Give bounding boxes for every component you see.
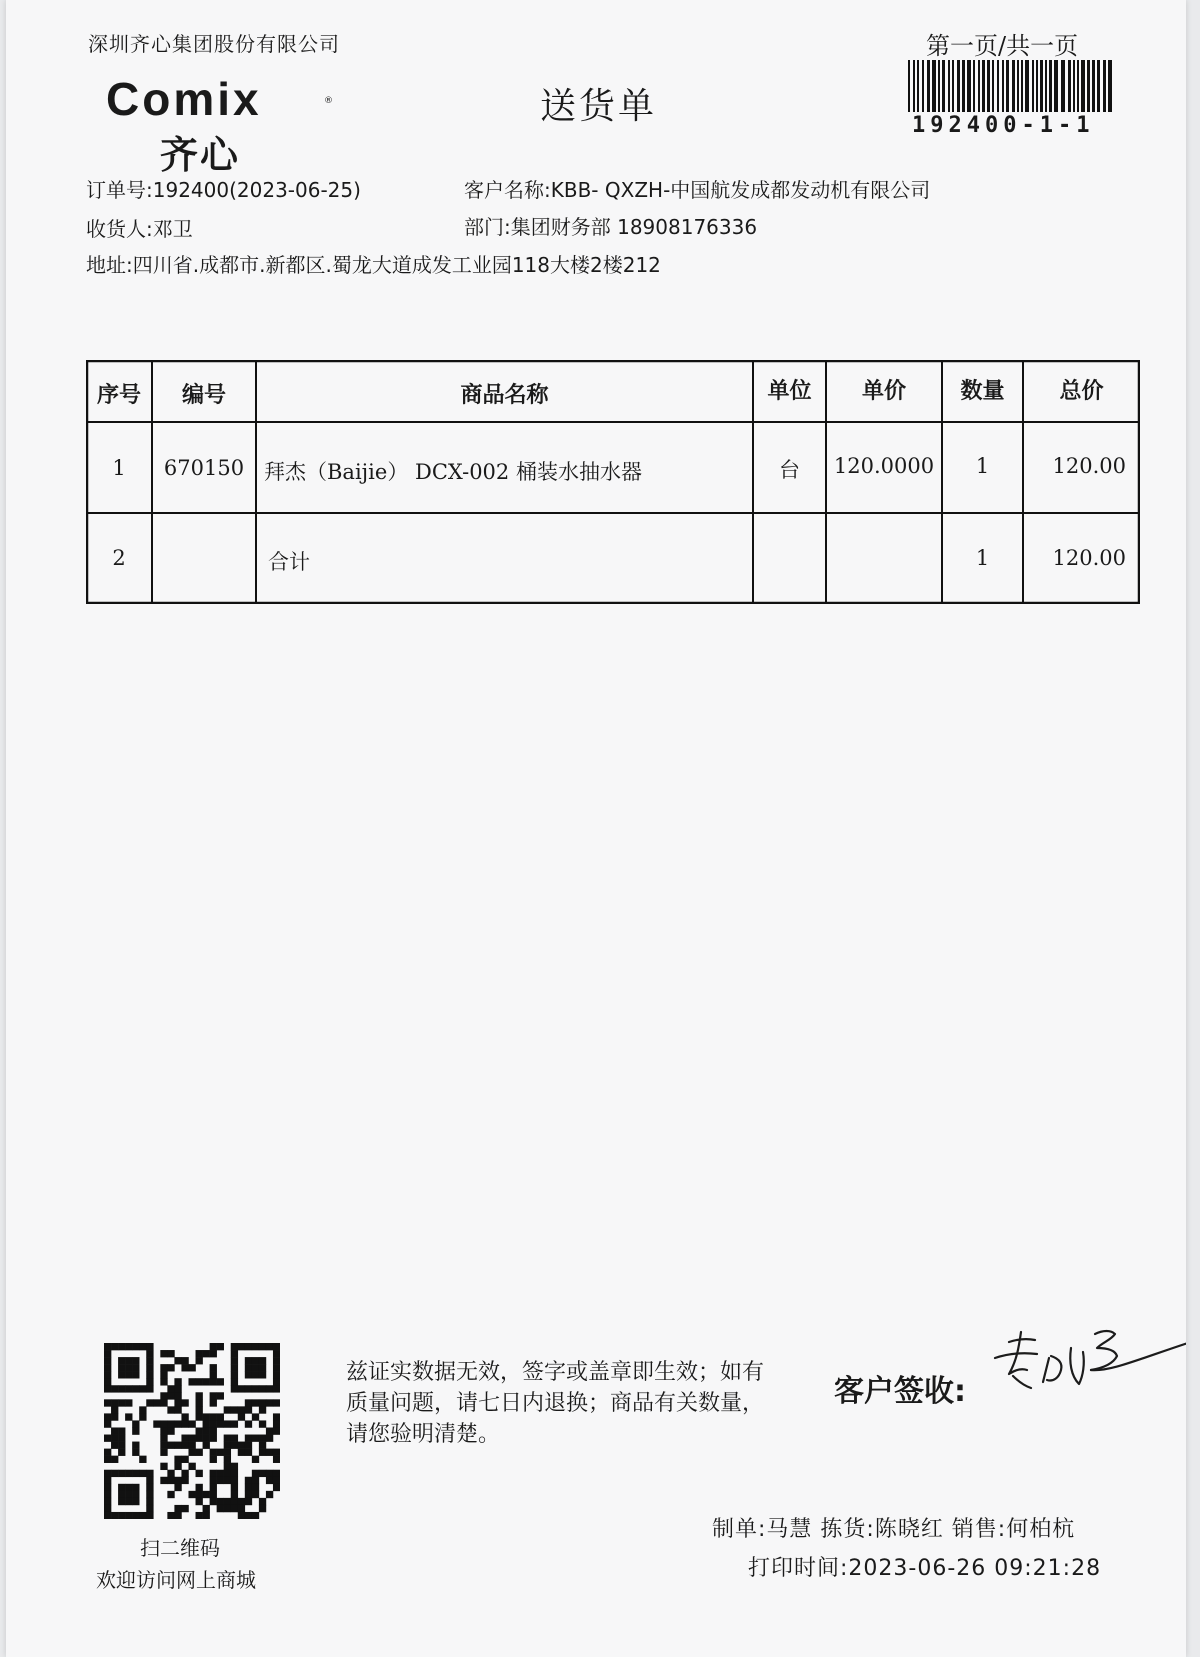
receiver-value: 邓卫 <box>152 217 193 241</box>
dept-value: 集团财务部 18908176336 <box>510 215 758 239</box>
qr-caption-mall: 欢迎访问网上商城 <box>96 1568 256 1592</box>
customer-sign-label: 客户签收: <box>834 1374 966 1409</box>
page-indicator: 第一页/共一页 <box>926 32 1079 60</box>
header-total: 总价 <box>1059 379 1104 404</box>
department <box>464 211 757 240</box>
barcode-image <box>906 60 1116 112</box>
receiver-label: 收货人: <box>86 217 153 241</box>
header-code: 编号 <box>181 383 226 408</box>
header-product-name: 商品名称 <box>460 383 549 408</box>
goods-table <box>86 360 1140 604</box>
receiver <box>86 213 193 242</box>
customer-label: 客户名称: <box>464 178 551 202</box>
delivery-note-page <box>6 0 1186 1657</box>
address-value: 四川省.成都市.新都区.蜀龙大道成发工业园118大楼2楼212 <box>132 253 661 277</box>
order-label: 订单号: <box>86 178 153 202</box>
address <box>86 249 661 278</box>
print-time: 打印时间:2023-06-26 09:21:28 <box>748 1556 1102 1581</box>
qr-code-image <box>104 1343 280 1519</box>
row1-quantity: 1 <box>975 454 990 478</box>
qr-caption-scan: 扫二维码 <box>140 1536 220 1560</box>
barcode-number: 192400-1-1 <box>912 113 1095 138</box>
brand-logo-cn: 齐心 <box>160 133 241 177</box>
header-quantity: 数量 <box>960 379 1005 404</box>
header-unit-price: 单价 <box>861 379 906 404</box>
row1-code: 670150 <box>163 456 245 480</box>
order-number <box>86 174 361 203</box>
customer-value: KBB- QXZH-中国航发成都发动机有限公司 <box>550 178 931 202</box>
row1-seq: 1 <box>112 456 126 480</box>
row2-seq: 2 <box>112 546 126 570</box>
row2-total-label: 合计 <box>268 550 310 574</box>
address-label: 地址: <box>86 253 133 277</box>
order-value: 192400(2023-06-25) <box>152 178 361 202</box>
document-title: 送货单 <box>540 86 658 127</box>
row1-unit-price: 120.0000 <box>833 454 935 478</box>
dept-label: 部门: <box>464 215 511 239</box>
handwritten-signature <box>991 1318 1186 1418</box>
notice-text: 兹证实数据无效，签字或盖章即生效；如有质量问题，请七日内退换；商品有关数量，请您验明清楚。 <box>346 1360 765 1447</box>
row2-quantity: 1 <box>975 546 990 570</box>
staff-info: 制单:马慧 拣货:陈晓红 销售:何柏杭 <box>712 1517 1076 1542</box>
header-seq: 序号 <box>96 383 141 408</box>
row1-unit: 台 <box>779 458 800 482</box>
row1-product-name: 拜杰（Baijie） DCX-002 桶装水抽水器 <box>264 460 642 484</box>
header-unit: 单位 <box>767 379 812 404</box>
row2-total: 120.00 <box>1052 546 1126 570</box>
customer-name <box>464 174 930 203</box>
company-name: 深圳齐心集团股份有限公司 <box>88 32 340 56</box>
registered-mark: ® <box>324 96 333 106</box>
row1-total: 120.00 <box>1052 454 1126 478</box>
brand-logo-en: Comix <box>106 73 262 125</box>
